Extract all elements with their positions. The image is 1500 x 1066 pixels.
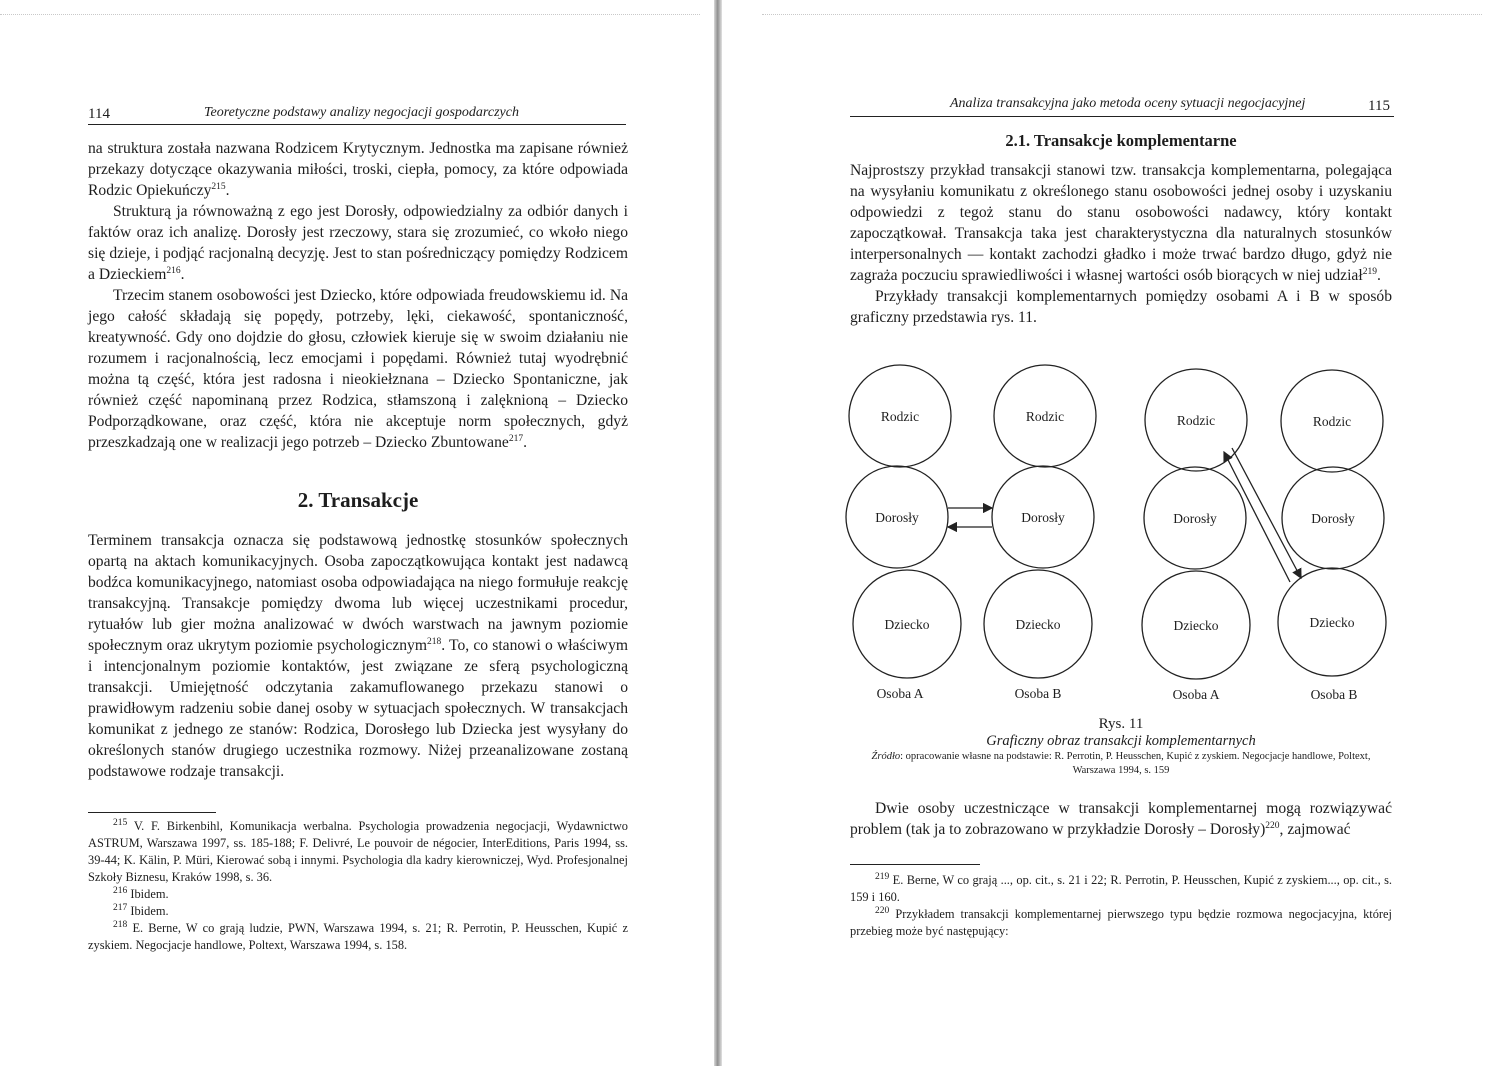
arrow: [1232, 448, 1301, 578]
arrow: [1224, 452, 1290, 582]
footnotes: [88, 818, 628, 954]
paragraph: Dwie osoby uczestniczące w transakcji komplementarnej mogą rozwiązywać problem (tak ja to zobrazowano w przykładzie Dorosły – Dorosły)$^{220}$, zajmować: [850, 800, 1392, 838]
state-label: Dziecko: [884, 617, 930, 632]
footnote: $^{220}$ Przykładem transakcji komplementarnej pierwszego typu będzie rozmowa negocjacyjna, której przebieg może być następujący:: [850, 905, 1393, 938]
paragraph: Przykłady transakcji komplementarnych pomiędzy osobami A i B w sposób graficzny przedstawia rys. 11.: [850, 288, 1392, 326]
right-page: [722, 0, 1500, 1066]
body-text-continued: [850, 798, 1392, 840]
state-label: Dorosły: [1173, 511, 1217, 526]
footnote-separator: [88, 812, 216, 813]
transaction-diagram: [840, 360, 1400, 712]
person-label: Osoba A: [876, 686, 924, 701]
subsection-heading: 2.1. Transakcje komplementarne: [1005, 131, 1237, 150]
person-label: Osoba A: [1172, 687, 1220, 702]
person-label: Osoba B: [1014, 686, 1062, 701]
state-label: Dorosły: [875, 510, 919, 525]
footnote-ref: 217: [508, 433, 524, 444]
running-head: Teoretyczne podstawy analizy negocjacji gospodarczych: [204, 105, 519, 120]
scan-edge-noise: [762, 14, 1482, 21]
footnote-ref: 215: [211, 181, 226, 192]
state-label: Rodzic: [1176, 413, 1216, 428]
footnotes: [850, 872, 1392, 940]
figure-caption: [850, 716, 1392, 778]
footnote-ref: 218: [426, 636, 442, 647]
state-label: Dorosły: [1311, 511, 1355, 526]
state-label: Rodzic: [880, 409, 920, 424]
header-rule: [850, 116, 1394, 117]
paragraph: Trzecim stanem osobowości jest Dziecko, które odpowiada freudowskiemu id. Na jego całość składają się popędy, potrzeby, lęki, ciekawość, spontaniczność, kreatywność. Gdy ono dojdzie do głosu, człowiek kieruje się w swoim działaniu nie rozumem i racjonalnością, lecz emocjami i popędami. Również tutaj wyodrębnić można tą część, która jest radosna i nieokiełznana – Dziecko Spontaniczne, jak również część napominaną przez Rodzica, stłamszoną i zalęknioną – Dziecko Podporządkowane, oraz część, która nie akceptuje norm społecznych, gdyż przeszkadzają one w realizacji jego potrzeb – Dziecko Zbuntowane$^{217}$.: [88, 287, 628, 451]
paragraph: Najprostszy przykład transakcji stanowi tzw. transakcja komplementarna, polegająca na wysyłaniu komunikatu z określonego stanu osobowości jednej osoby i uzyskaniu odpowiedzi z tegoż stanu do stanu osobowości nadawcy, który kontakt zapoczątkował. Transakcja taka jest charakterystyczna dla naturalnych stosunków interpersonalnych — kontakt zachodzi gładko i może trwać bardzo długo, gdyż nie zagraża poczuciu sprawiedliwości i własnej wartości osób biorących w niej udział$^{219}$.: [850, 162, 1392, 284]
state-label: Dziecko: [1173, 618, 1219, 633]
footnote-ref: 216: [166, 265, 181, 276]
state-label: Rodzic: [1025, 409, 1065, 424]
left-page: [0, 0, 716, 1066]
footnote: $^{219}$ E. Berne, W co grają ..., op. cit., s. 21 i 22; R. Perrotin, P. Heusschen, Kupić z zyskiem..., op. cit., s. 159 i 160.: [850, 871, 1392, 904]
footnote: $^{217}$ Ibidem.: [113, 902, 169, 918]
person-label: Osoba B: [1310, 687, 1358, 702]
footnote: $^{216}$ Ibidem.: [113, 885, 169, 901]
paragraph: Terminem transakcja oznacza się podstawową jednostkę stosunków społecznych opartą na aktach komunikacyjnych. Osoba zapoczątkowująca kontakt jest nadawcą bodźca komunikacyjnego, natomiast osoba odpowiadająca na niego formułuje reakcję transakcyjną. Transakcje pomiędzy dwoma lub więcej uczestnikami procedur, rytuałów lub gier można analizować w dwóch warstwach na jawnym poziomie społecznym oraz ukrytym poziomie psychologicznym$^{218}$. To, co stanowi o właściwym i intencjonalnym poziomie kontaktów, jest związane ze sferą psychologiczną transakcji. Umiejętność odczytania zakamuflowanego przekazu stanowi o prawidłowym radzeniu sobie danej osoby w sytuacjach społecznych. W transakcjach komunikat z jednego ze stanów: Rodzica, Dorosłego lub Dziecka jest wysyłany do określonych stanów drugiego uczestnika rozmowy. Niżej przeanalizowane zostaną podstawowe rodzaje transakcji.: [88, 532, 628, 780]
page-number: 114: [88, 106, 110, 122]
body-text: [850, 160, 1392, 328]
state-label: Dorosły: [1021, 510, 1065, 525]
section-heading: 2. Transakcje: [297, 488, 419, 512]
figure-number: Rys. 11: [1098, 716, 1144, 732]
header-rule: [88, 124, 626, 125]
state-label: Dziecko: [1309, 615, 1355, 630]
running-head: Analiza transakcyjna jako metoda oceny sytuacji negocjacyjnej: [950, 96, 1306, 111]
scan-edge-noise: [0, 14, 700, 21]
footnote-separator: [850, 864, 980, 865]
body-text: [88, 138, 628, 453]
state-label: Rodzic: [1312, 414, 1352, 429]
section-body: [88, 530, 628, 782]
footnote-ref: 219: [1362, 266, 1377, 277]
footnote: $^{218}$ E. Berne, W co grają ludzie, PWN, Warszawa 1994, s. 21; R. Perrotin, P. Heusschen, Kupić z zyskiem. Negocjacje handlowe, Poltext, Warszawa 1994, s. 158.: [88, 919, 628, 952]
footnote-ref: 220: [1265, 820, 1280, 831]
figure-title: Graficzny obraz transakcji komplementarnych: [986, 733, 1256, 749]
state-label: Dziecko: [1015, 617, 1061, 632]
page-number: 115: [1368, 98, 1390, 114]
paragraph: na struktura została nazwana Rodzicem Krytycznym. Jednostka ma zapisane również przekazy dotyczące okazywania miłości, troski, ciepła, pomocy, za które odpowiada Rodzic Opiekuńczy$^{215}$.: [88, 140, 628, 199]
footnote: $^{215}$ V. F. Birkenbihl, Komunikacja werbalna. Psychologia prowadzenia negocjacji, Wydawnictwo ASTRUM, Warszawa 1997, ss. 185-188; F. Delivré, Le pouvoir de négocier, InterEditions, Paris 1994, ss. 39-44; K. Kälin, P. Müri, Kierować sobą i innymi. Psychologia dla kadry kierowniczej, Wyd. Profesjonalnej Szkoły Biznesu, Kraków 1998, s. 36.: [88, 817, 628, 884]
figure-source: Źródło: opracowanie własne na podstawie: R. Perrotin, P. Heusschen, Kupić z zyskiem. Negocjacje handlowe, Poltext, Warszawa 1994, s. 159: [871, 751, 1371, 776]
paragraph: Strukturą ja równoważną z ego jest Dorosły, odpowiedzialny za odbiór danych i faktów oraz ich analizę. Dorosły jest rzeczowy, stara się zrozumieć, co wkoło niego się dzieje, i podjąć racjonalną decyzję. Jest to stan pośredniczący pomiędzy Rodzicem a Dzieckiem$^{216}$.: [88, 203, 628, 283]
